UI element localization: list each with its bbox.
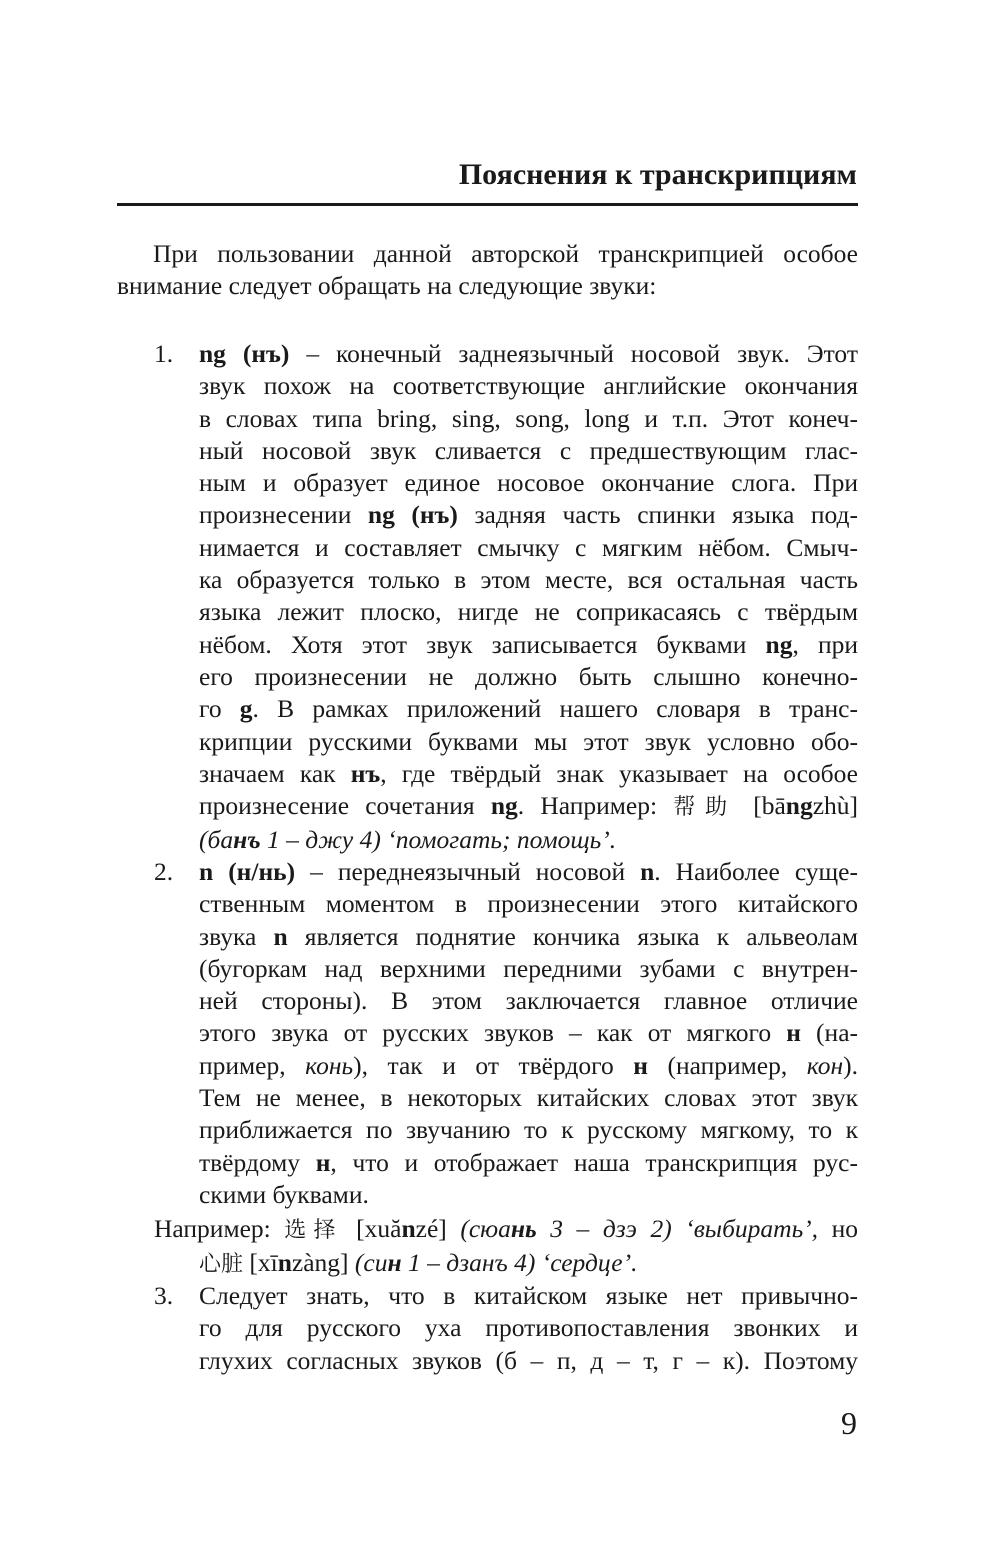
- title-rule: [117, 203, 858, 206]
- list-item-n: [154, 856, 858, 1211]
- list-item-body: ng (нъ) – конечный заднеязычный носовой звук. Этот звук похож на соответствующие английские окончания в словах типа bring, sing, song, long и т.п. Этот конеч- ный носовой звук сливается с предшествующим глас- ным и образует единое носовое окончание слога. При произнесении ng (нъ) задняя часть спинки языка под- нимается и составляет смычку с мягким нёбом. Смыч- ка образуется только в этом месте, вся остальная часть языка лежит плоско, нигде не соприкасаясь с твёрдым нёбом. Хотя этот звук записывается буквами ng, при его произнесении не должно быть слышно конечно- го g. В рамках приложений нашего словаря в транс- крипции русскими буквами мы этот звук условно обо- значаем как нъ, где твёрдый знак указывает на особое произнесение сочетания ng. Например: 帮助 [bāngzhù] (банъ 1 – джу 4) ‘помогать; помощь’.: [199, 339, 859, 855]
- intro-paragraph: [117, 238, 858, 303]
- list-number: 3.: [154, 1281, 174, 1310]
- list-item-voicing: [154, 1280, 858, 1377]
- intro-line: При пользовании данной авторской транскрипцией особое: [153, 239, 858, 268]
- hanzi-xuanze: 选择: [284, 1218, 343, 1243]
- page-title: Пояснения к транскрипциям: [458, 158, 857, 191]
- page-number: 9: [841, 1405, 857, 1441]
- term-bold: ng (нъ): [199, 339, 290, 368]
- list-item-ng: [154, 338, 858, 857]
- list-number: 2.: [154, 857, 174, 886]
- intro-line: внимание следует обращать на следующие звуки:: [117, 271, 657, 301]
- list-item-body: n (н/нь) – переднеязычный носовой n. Наиболее суще- ственным моментом в произнесении этого китайского звука n является поднятие кончика языка к альвеолам (бугоркам над верхними передними зубами с внутрен- ней стороны). В этом заключается главное отличие этого звука от русских звуков – как от мягкого н (на- пример, конь), так и от твёрдого н (например, кон). Тем не менее, в некоторых китайских словах этот звук приближается по звучанию то к русскому мягкому, то к твёрдому н, что и отображает наша транскрипция рус- скими буквами.: [199, 857, 859, 1209]
- example-block: Например: 选择 [xuănzé] (сюань 3 – дзэ 2) ‘выбирать’, но 心脏 [xīnzàng] (син 1 – дзанъ 4) ‘сердце’.: [154, 1214, 858, 1278]
- list-number: 1.: [154, 339, 174, 368]
- term-bold: n (н/нь): [199, 857, 296, 886]
- hanzi-xinzang: 心脏: [199, 1252, 244, 1278]
- hanzi-bangzhu: 帮助: [673, 795, 737, 821]
- list-item-body: Следует знать, что в китайском языке нет привычно- го для русского уха противопоставления звонких и глухих согласных звуков (б – п, д – т, г – к). Поэтому: [199, 1281, 858, 1375]
